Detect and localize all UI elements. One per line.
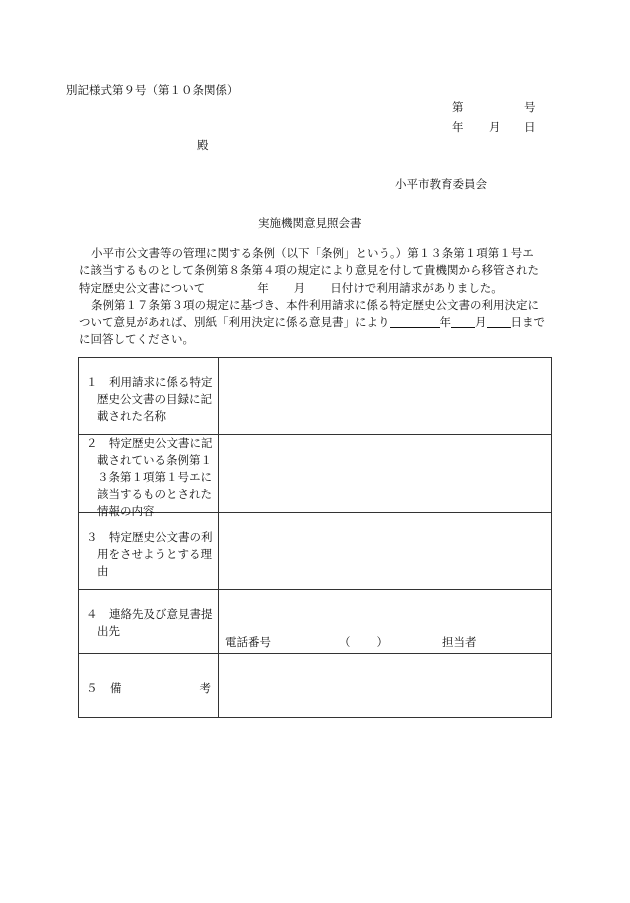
table-row bbox=[79, 435, 552, 513]
body-segment: 日付けで利用請求がありました。 bbox=[330, 280, 503, 295]
row-label bbox=[79, 513, 219, 590]
reply-month-label: 月 bbox=[475, 315, 487, 330]
document-title: 実施機関意見照会書 bbox=[258, 216, 362, 230]
label-line: 歴史公文書の目録に記 bbox=[97, 392, 212, 406]
body-segment: 日まで bbox=[510, 315, 545, 330]
table-row bbox=[79, 590, 552, 654]
remarks-char-1: 備 bbox=[110, 681, 122, 695]
information-content-field[interactable] bbox=[219, 435, 552, 513]
catalog-name-field[interactable] bbox=[219, 358, 552, 435]
table-row bbox=[79, 654, 552, 718]
request-month-label: 月 bbox=[293, 280, 306, 295]
body-segment: 特定歴史公文書について bbox=[79, 280, 206, 295]
body-segment: ついて意見があれば、別紙「利用決定に係る意見書」により bbox=[79, 315, 390, 330]
inquiry-table bbox=[78, 357, 552, 718]
usage-reason-field[interactable] bbox=[219, 513, 552, 590]
label-line: 出先 bbox=[97, 624, 120, 638]
label-line: ３ 特定歴史公文書の利 bbox=[86, 530, 213, 544]
body-text bbox=[79, 245, 553, 349]
remarks-field[interactable] bbox=[219, 654, 552, 718]
table-row bbox=[79, 513, 552, 590]
contact-line bbox=[225, 634, 477, 650]
body-line: 条例第１７条第３項の規定に基づき、本件利用請求に係る特定歴史公文書の利用決定に bbox=[91, 297, 540, 312]
form-number: 別記様式第９号（第１０条関係） bbox=[66, 83, 239, 97]
remarks-number: ５ bbox=[86, 681, 98, 695]
body-line: 小平市公文書等の管理に関する条例（以下「条例」という。）第１３条第１項第１号エ bbox=[91, 246, 534, 260]
body-line bbox=[79, 280, 553, 297]
reply-month-blank[interactable] bbox=[451, 315, 475, 328]
doc-number-prefix: 第 bbox=[452, 100, 464, 114]
row-label bbox=[79, 654, 219, 718]
paren-close: ） bbox=[376, 635, 388, 649]
label-line: 情報の内容 bbox=[97, 504, 155, 518]
row-label bbox=[79, 590, 219, 654]
reply-year-label: 年 bbox=[439, 315, 451, 330]
label-line: 載されている条例第１ bbox=[97, 453, 212, 467]
paren-open: （ bbox=[339, 635, 351, 649]
body-line: に回答してください。 bbox=[79, 332, 194, 347]
label-line: 由 bbox=[97, 564, 109, 578]
label-line: 載された名称 bbox=[97, 409, 166, 423]
request-year-label: 年 bbox=[257, 280, 269, 295]
label-line: ２ 特定歴史公文書に記 bbox=[86, 436, 213, 450]
row-label bbox=[79, 358, 219, 435]
label-line: １ 利用請求に係る特定 bbox=[86, 375, 213, 389]
doc-number-suffix: 号 bbox=[524, 100, 536, 114]
date-month-label: 月 bbox=[489, 120, 501, 134]
date-year-label: 年 bbox=[452, 120, 464, 134]
label-line: 該当するものとされた bbox=[97, 487, 212, 501]
label-line: ３条第１項第１号エに bbox=[97, 470, 212, 484]
table-row bbox=[79, 358, 552, 435]
label-line: 用をさせようとする理 bbox=[97, 547, 212, 561]
reply-year-blank[interactable] bbox=[390, 315, 440, 328]
remarks-char-2: 考 bbox=[199, 681, 211, 695]
phone-label: 電話番号 bbox=[225, 635, 271, 649]
issuer-name: 小平市教育委員会 bbox=[395, 177, 487, 191]
label-line: ４ 連絡先及び意見書提 bbox=[86, 607, 213, 621]
body-line bbox=[79, 314, 553, 331]
contact-field[interactable] bbox=[219, 590, 552, 654]
body-line: に該当するものとして条例第８条第４項の規定により意見を付して貴機関から移管された bbox=[79, 263, 539, 278]
person-in-charge-label: 担当者 bbox=[442, 635, 477, 649]
reply-day-blank[interactable] bbox=[487, 315, 511, 328]
date-day-label: 日 bbox=[524, 120, 536, 134]
row-label bbox=[79, 435, 219, 518]
addressee-honorific: 殿 bbox=[197, 138, 209, 152]
